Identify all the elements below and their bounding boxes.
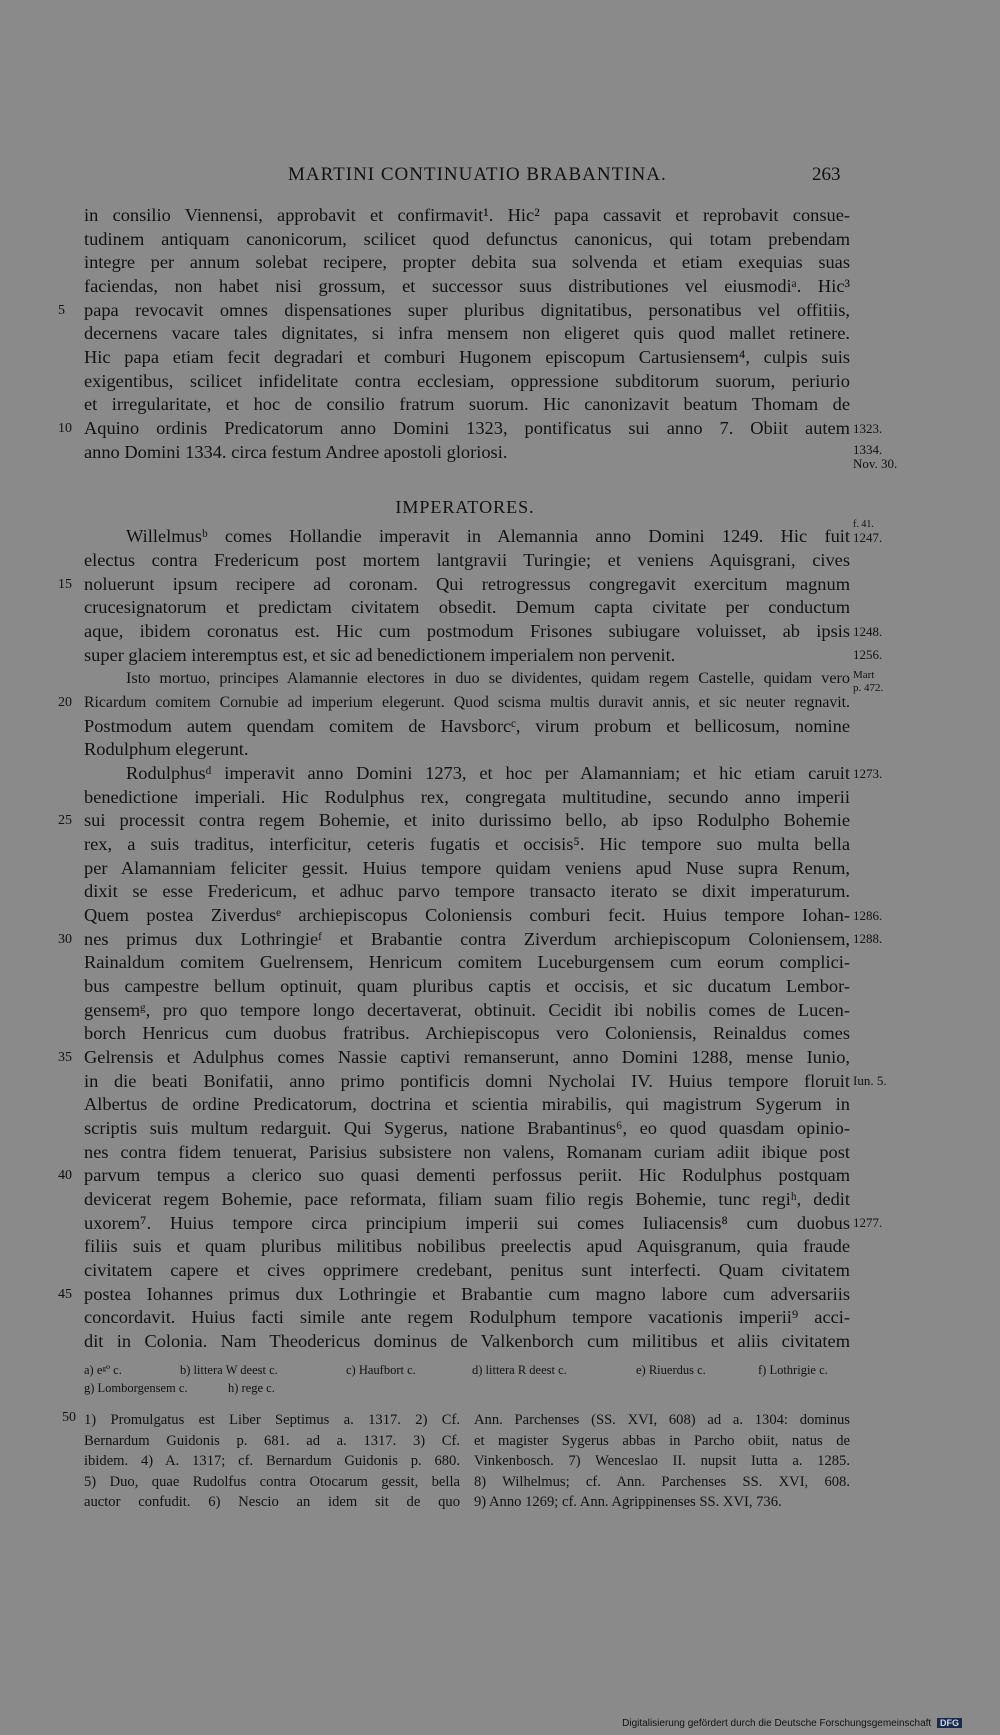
line-number: 45 bbox=[58, 1287, 72, 1302]
apparatus-note: a) eᵍº c. bbox=[84, 1363, 122, 1377]
text-line: in consilio Viennensi, approbavit et confirmavit¹. Hic² papa cassavit et reprobavit consue- bbox=[84, 205, 850, 225]
margin-note: Nov. 30. bbox=[853, 456, 898, 471]
text-line: nes contra fidem tenuerat, Parisius subsistere non valens, Romanam curiam adiit ibique post bbox=[84, 1142, 850, 1162]
text-line: devicerat regem Bohemie, pace reformata, filiam suam filio regis Bohemie, tunc regiʰ, dedit bbox=[84, 1189, 850, 1209]
line-number: 35 bbox=[58, 1050, 72, 1065]
text-line: benedictione imperiali. Hic Rodulphus rex, congregata multitudine, secundo anno imperii bbox=[84, 787, 850, 807]
text-line: concordavit. Huius facti simile ante regem Rodulphum tempore vacationis imperii⁹ acci- bbox=[84, 1307, 850, 1327]
page-number: 263 bbox=[812, 164, 841, 185]
page-header bbox=[0, 164, 1000, 194]
text-line: rex, a suis traditus, interficitur, ceteris fugatis et occisis⁵. Hic tempore suo multa bella bbox=[84, 834, 850, 854]
text-line: Quem postea Ziverdusᵉ archiepiscopus Coloniensis comburi fecit. Huius tempore Iohan- bbox=[84, 905, 850, 925]
margin-note: p. 472. bbox=[853, 682, 884, 694]
margin-note: 1248. bbox=[853, 624, 883, 639]
text-line: postea Iohannes primus dux Lothringie et Brabantie cum magno labore cum adversariis bbox=[84, 1284, 850, 1304]
text-line: parvum tempus a clerico suo quasi dementi perfossus periit. Hic Rodulphus postquam bbox=[84, 1165, 850, 1185]
text-line: Rodulphum elegerunt. bbox=[84, 739, 249, 759]
text-line: noluerunt ipsum recipere ad coronam. Qui retrogressus congregavit exercitum magnum bbox=[84, 574, 850, 594]
text-line: uxorem⁷. Huius tempore circa principium imperii sui comes Iuliacensis⁸ cum duobus bbox=[84, 1213, 850, 1233]
text-line: super glaciem interemptus est, et sic ad benedictionem imperialem non pervenit. bbox=[84, 645, 676, 665]
apparatus-note: e) Riuerdus c. bbox=[636, 1363, 706, 1377]
apparatus-note: h) rege c. bbox=[228, 1381, 275, 1395]
text-line: Postmodum autem quendam comitem de Havsborcᶜ, virum probum et bellicosum, nomine bbox=[84, 716, 850, 736]
credit-text: Digitalisierung gefördert durch die Deutsche Forschungsgemeinschaft bbox=[622, 1718, 932, 1729]
line-number: 30 bbox=[58, 932, 72, 947]
margin-note: Mart bbox=[853, 669, 875, 681]
margin-note: f. 41. bbox=[853, 519, 874, 530]
line-number: 50 bbox=[62, 1410, 76, 1425]
margin-note: 1334. bbox=[853, 442, 883, 457]
section-heading: IMPERATORES. bbox=[395, 497, 535, 517]
text-line: bus campestre bellum optinuit, quam pluribus captis et occisis, et sic ducatum Lembor- bbox=[84, 976, 850, 996]
margin-note: 1323. bbox=[853, 421, 883, 436]
running-title: MARTINI CONTINUATIO BRABANTINA. bbox=[288, 164, 667, 185]
line-number: 15 bbox=[58, 577, 72, 592]
text-line: Ricardum comitem Cornubie ad imperium elegerunt. Quod scisma multis duravit annis, et sic neuter regnavit. bbox=[84, 694, 850, 711]
footnotes-left bbox=[84, 1410, 460, 1513]
margin-note: 1286. bbox=[853, 908, 883, 923]
text-line: decernens vacare tales dignitates, si infra mensem non eligeret quis quod mallet retinere. bbox=[84, 323, 850, 343]
text-line: gensemᵍ, pro quo tempore longo decertaverat, obtinuit. Cecidit ibi nobilis comes de Lucen- bbox=[84, 1000, 850, 1020]
margin-note: 1288. bbox=[853, 931, 883, 946]
text-line: Gelrensis et Adulphus comes Nassie captivi remanserunt, anno Domini 1288, mense Iunio, bbox=[84, 1047, 850, 1067]
text-line: Rainaldum comitem Guelrensem, Henricum comitem Luceburgensem cum eorum complici- bbox=[84, 952, 850, 972]
text-line: nes primus dux Lothringieᶠ et Brabantie contra Ziverdum archiepiscopum Coloniensem, bbox=[84, 929, 850, 949]
text-line: Isto mortuo, principes Alamannie electores in duo se dividentes, quidam regem Castelle, quidam vero bbox=[126, 669, 850, 687]
text-line: anno Domini 1334. circa festum Andree apostoli gloriosi. bbox=[84, 442, 508, 462]
apparatus-note: g) Lomborgensem c. bbox=[84, 1381, 188, 1395]
apparatus-note: d) littera R deest c. bbox=[472, 1363, 567, 1377]
margin-note: Iun. 5. bbox=[853, 1073, 887, 1088]
text-line: crucesignatorum et predictam civitatem obsedit. Demum capta civitate per conductum bbox=[84, 597, 850, 617]
text-line: filiis suis et quam pluribus militibus nobilibus preelectis apud Aquisgranum, quia fraude bbox=[84, 1236, 850, 1256]
text-line: Aquino ordinis Predicatorum anno Domini 1323, pontificatus sui anno 7. Obiit autem bbox=[84, 418, 850, 438]
footnote-line: auctor confudit. 6) Nescio an idem sit de quo bbox=[84, 1494, 460, 1511]
dfg-logo: DFG bbox=[937, 1718, 962, 1728]
text-line: sui processit contra regem Bohemie, et inito durissimo bello, ab ipso Rodulpho Bohemie bbox=[84, 810, 850, 830]
text-line: scriptis suis multum redarguit. Qui Sygerus, natione Brabantinus⁶, eo quod quasdam opinio- bbox=[84, 1118, 850, 1138]
text-line: civitatem capere et cives opprimere credebant, penitus sunt interfecti. Quam civitatem bbox=[84, 1260, 850, 1280]
margin-note: 1247. bbox=[853, 530, 883, 545]
text-line: Willelmusᵇ comes Hollandie imperavit in Alemannia anno Domini 1249. Hic fuit bbox=[126, 526, 850, 546]
footnote-line: 9) Anno 1269; cf. Ann. Agrippinenses SS. XVI, 736. bbox=[474, 1494, 782, 1511]
apparatus-note: b) littera W deest c. bbox=[180, 1363, 278, 1377]
footnote-line: Vinkenbosch. 7) Wenceslao II. nupsit Iutta a. 1285. bbox=[474, 1453, 850, 1470]
digitization-credit bbox=[622, 1718, 962, 1729]
footnote-line: et magister Sygerus abbas in Parcho obiit, natus de bbox=[474, 1432, 850, 1449]
margin-note: 1256. bbox=[853, 647, 883, 662]
margin-note: 1277. bbox=[853, 1215, 883, 1230]
margin-note: 1273. bbox=[853, 766, 883, 781]
text-line: aque, ibidem coronatus est. Hic cum postmodum Frisones subiugare voluisset, ab ipsis bbox=[84, 621, 850, 641]
text-line: faciendas, non habet nisi grossum, et successor suus distributiones vel eiusmodiᵃ. Hic³ bbox=[84, 276, 850, 296]
text-line: Albertus de ordine Predicatorum, doctrina et scientia mirabilis, qui magistrum Sygerum in bbox=[84, 1094, 850, 1114]
text-line: integre per annum solebat recipere, propter debita sua solvenda et etiam exequias suas bbox=[84, 252, 850, 272]
footnote-line: ibidem. 4) A. 1317; cf. Bernardum Guidonis p. 680. bbox=[84, 1453, 460, 1470]
footnote-line: Bernardum Guidonis p. 681. ad a. 1317. 3) Cf. bbox=[84, 1432, 460, 1449]
line-number: 20 bbox=[58, 695, 72, 710]
text-line: electus contra Fredericum post mortem lantgravii Turingie; et veniens Aquisgrani, cives bbox=[84, 550, 850, 570]
text-line: in die beati Bonifatii, anno primo pontificis domni Nycholai IV. Huius tempore floruit bbox=[84, 1071, 850, 1091]
apparatus-note: f) Lothrigie c. bbox=[758, 1363, 828, 1377]
text-line: dixit se esse Fredericum, et adhuc parvo tempore transacto iterato se dixit imperaturum. bbox=[84, 881, 850, 901]
text-line: per Alamanniam feliciter gessit. Huius tempore quidam veniens apud Nuse supra Renum, bbox=[84, 858, 850, 878]
footnote-line: 5) Duo, quae Rudolfus contra Otocarum gessit, bella bbox=[84, 1473, 460, 1490]
text-line: exigentibus, scilicet infidelitate contra ecclesiam, oppressione subditorum suorum, periurio bbox=[84, 371, 850, 391]
text-line: Hic papa etiam fecit degradari et comburi Hugonem episcopum Cartusiensem⁴, culpis suis bbox=[84, 347, 850, 367]
line-number: 40 bbox=[58, 1168, 72, 1183]
text-line: papa revocavit omnes dispensationes super pluribus dignitatibus, personatibus vel offitiis, bbox=[84, 300, 850, 320]
footnote-line: 8) Wilhelmus; cf. Ann. Parchenses SS. XVI, 608. bbox=[474, 1473, 850, 1490]
text-line: tudinem antiquam canonicorum, scilicet quod defunctus canonicus, qui totam prebendam bbox=[84, 229, 850, 249]
text-line: dit in Colonia. Nam Theodericus dominus de Valkenborch cum militibus et aliis civitatem bbox=[84, 1331, 850, 1351]
line-number: 5 bbox=[58, 303, 65, 318]
footnote-line: Ann. Parchenses (SS. XVI, 608) ad a. 1304: dominus bbox=[474, 1412, 850, 1428]
text-line: et irregularitate, et hoc de consilio fratrum suorum. Hic canonizavit beatum Thomam de bbox=[84, 394, 850, 414]
footnote-line: 1) Promulgatus est Liber Septimus a. 1317. 2) Cf. bbox=[84, 1412, 460, 1428]
line-number: 10 bbox=[58, 421, 72, 436]
text-line: Rodulphusᵈ imperavit anno Domini 1273, et hoc per Alamanniam; et hic etiam caruit bbox=[126, 763, 850, 783]
line-number: 25 bbox=[58, 813, 72, 828]
text-line: borch Henricus cum duobus fratribus. Archiepiscopus vero Coloniensis, Reinaldus comes bbox=[84, 1023, 850, 1043]
footnotes-right bbox=[474, 1410, 850, 1513]
apparatus-note: c) Haufbort c. bbox=[346, 1363, 416, 1377]
